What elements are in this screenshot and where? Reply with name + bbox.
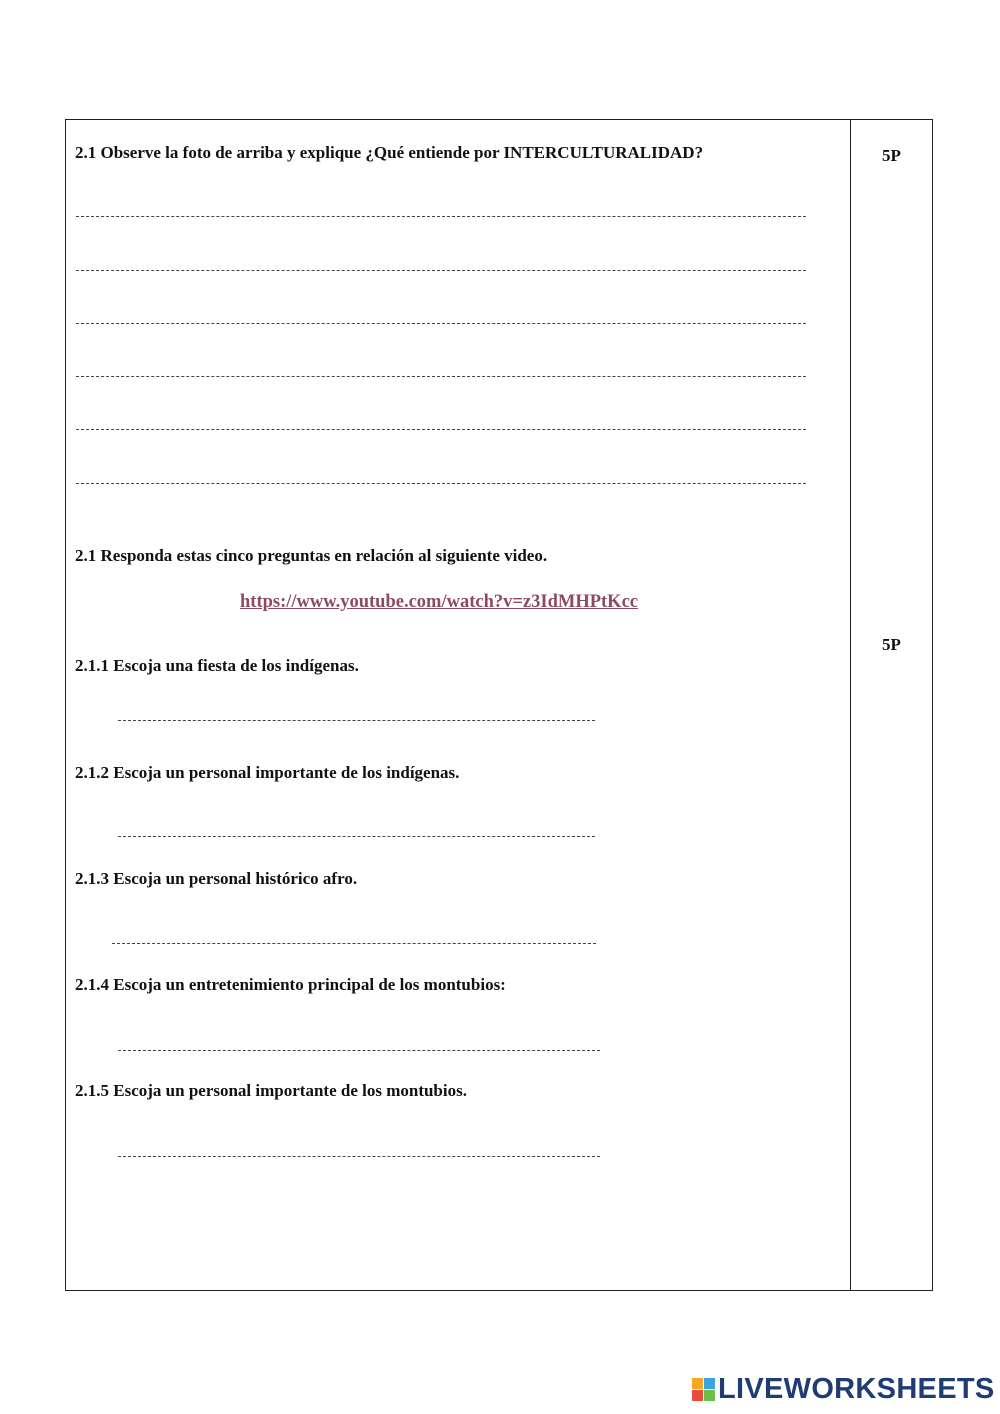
answer-line-3[interactable] xyxy=(76,323,806,324)
logo-tile-orange xyxy=(692,1378,703,1389)
logo-tile-blue xyxy=(704,1378,715,1389)
answer-line-2-1-3[interactable] xyxy=(112,943,596,944)
answer-line-2-1-2[interactable] xyxy=(118,836,595,837)
worksheet-table xyxy=(65,119,933,1291)
answer-line-6[interactable] xyxy=(76,483,806,484)
answer-line-4[interactable] xyxy=(76,376,806,377)
answer-line-2-1-1[interactable] xyxy=(118,720,595,721)
liveworksheets-logo-icon xyxy=(692,1378,715,1401)
answer-line-2-1-4[interactable] xyxy=(118,1050,600,1051)
question-1-points: 5P xyxy=(882,146,901,165)
video-link[interactable]: https://www.youtube.com/watch?v=z3IdMHPtKcc xyxy=(240,592,638,612)
logo-tile-red xyxy=(692,1390,703,1401)
question-2-text: 2.1 Responda estas cinco preguntas en relación al siguiente video. xyxy=(75,546,548,565)
brand-name: LIVEWORKSHEETS xyxy=(718,1373,995,1405)
answer-line-5[interactable] xyxy=(76,429,806,430)
subquestion-2-1-5: 2.1.5 Escoja un personal importante de los montubios. xyxy=(75,1081,467,1100)
question-1-text: 2.1 Observe la foto de arriba y explique ¿Qué entiende por INTERCULTURALIDAD? xyxy=(75,143,704,162)
answer-line-1[interactable] xyxy=(76,216,806,217)
points-column-divider xyxy=(850,119,851,1291)
subquestion-2-1-4: 2.1.4 Escoja un entretenimiento principal de los montubios: xyxy=(75,975,506,994)
subquestion-2-1-3: 2.1.3 Escoja un personal histórico afro. xyxy=(75,869,358,888)
answer-line-2[interactable] xyxy=(76,270,806,271)
subquestion-2-1-1: 2.1.1 Escoja una fiesta de los indígenas. xyxy=(75,656,359,675)
logo-tile-green xyxy=(704,1390,715,1401)
answer-line-2-1-5[interactable] xyxy=(118,1156,600,1157)
subquestion-2-1-2: 2.1.2 Escoja un personal importante de los indígenas. xyxy=(75,763,460,782)
question-2-points: 5P xyxy=(882,635,901,654)
liveworksheets-branding xyxy=(692,1374,995,1404)
